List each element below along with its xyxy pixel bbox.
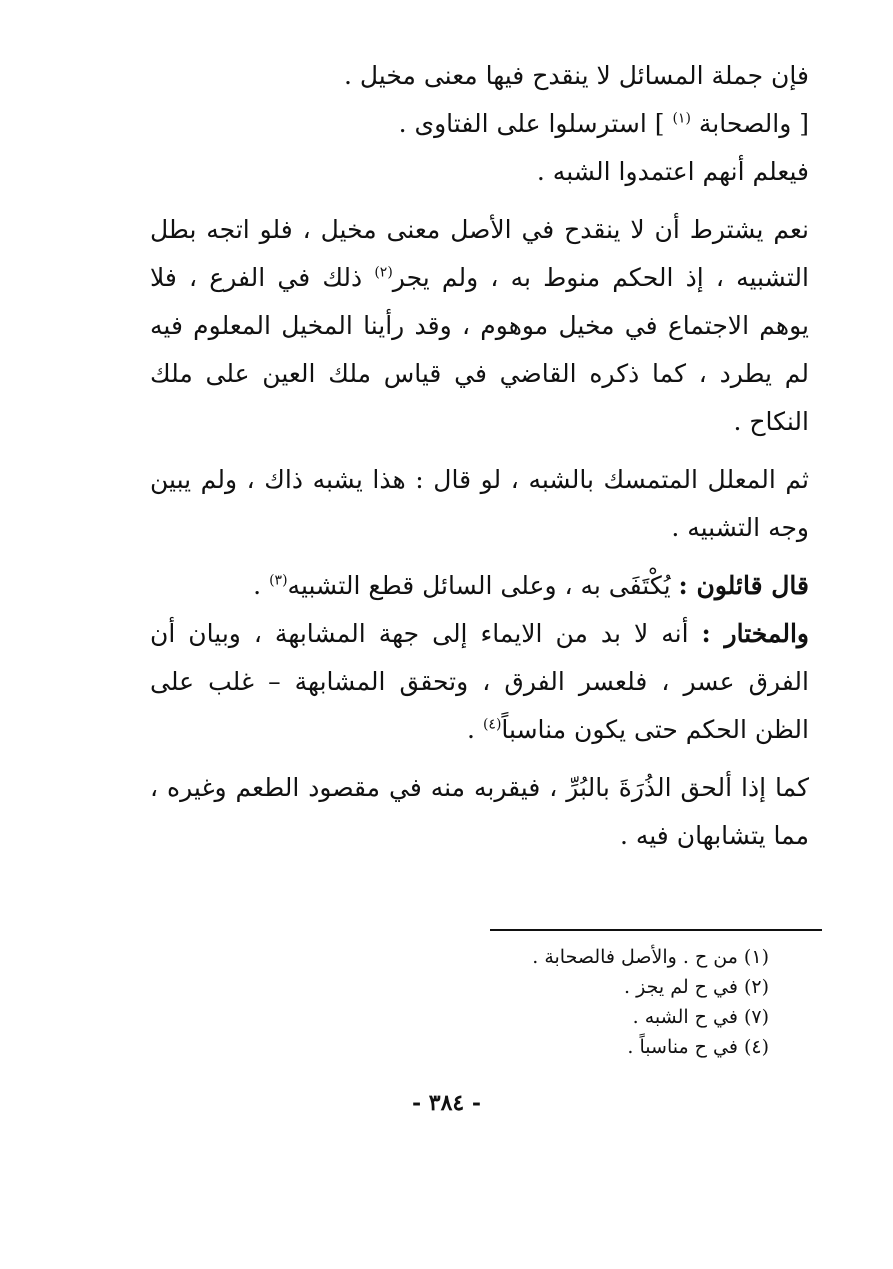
page-number: - ٣٨٤ -: [411, 1090, 482, 1116]
footnote-ref-2: (٢): [374, 264, 393, 281]
paragraph-6-lead: قال قائلون :: [678, 571, 809, 600]
paragraph-4: [150, 206, 809, 446]
footnote-ref-4: (٤): [482, 716, 502, 733]
paragraph-7-text: أنه لا بد من الايماء إلى جهة المشابهة ، وبيان أن الفرق عسر ، فلعسر الفرق ، وتحقق المشابهة – غلب على الظن الحكم حتى يكون مناسباً: [150, 619, 809, 744]
footnote-4: (٤) في ح مناسباً .: [627, 1036, 769, 1058]
footnote-divider: [490, 929, 822, 931]
paragraph-2: [150, 100, 809, 148]
paragraph-2-pre: [ والصحابة: [690, 109, 809, 138]
footnote-2: (٢) في ح لم يجز .: [624, 976, 769, 998]
paragraph-2-post: ] استرسلوا على الفتاوى .: [398, 109, 673, 138]
paragraph-4-post: ذلك في الفرع ، فلا يوهم الاجتماع في مخيل موهوم ، وقد رأينا المخيل المعلوم فيه لم يطرد ، كما ذكره القاضي في قياس ملك العين على ملك النكاح .: [150, 263, 809, 436]
footnote-ref-1: (١): [672, 110, 691, 127]
paragraph-5: ثم المعلل المتمسك بالشبه ، لو قال : هذا يشبه ذاك ، ولم يبين وجه التشبيه .: [150, 465, 809, 542]
main-text: [150, 52, 809, 860]
paragraph-4-text: نعم يشترط أن لا ينقدح في الأصل معنى مخيل ، فلو اتجه بطل التشبيه ، إذ الحكم منوط به ، ولم يجر: [150, 215, 809, 292]
paragraph-1: فإن جملة المسائل لا ينقدح فيها معنى مخيل .: [343, 61, 809, 90]
paragraph-6: [150, 562, 809, 610]
paragraph-7-end: .: [467, 715, 483, 744]
paragraph-3: فيعلم أنهم اعتمدوا الشبه .: [536, 157, 809, 186]
paragraph-7-lead: والمختار :: [701, 619, 809, 648]
footnotes: [420, 942, 769, 1062]
paragraph-7: [150, 610, 809, 754]
footnote-3: (٧) في ح الشبه .: [632, 1006, 769, 1028]
paragraph-6-end: .: [253, 571, 270, 600]
footnote-ref-3: (٣): [269, 572, 288, 589]
paragraph-6-text: يُكْتَفَى به ، وعلى السائل قطع التشبيه: [287, 571, 679, 600]
footnote-1: (١) من ح . والأصل فالصحابة .: [532, 946, 769, 968]
paragraph-8: كما إذا ألحق الذُرَةَ بالبُرِّ ، فيقربه منه في مقصود الطعم وغيره ، مما يتشابهان فيه .: [150, 773, 809, 850]
